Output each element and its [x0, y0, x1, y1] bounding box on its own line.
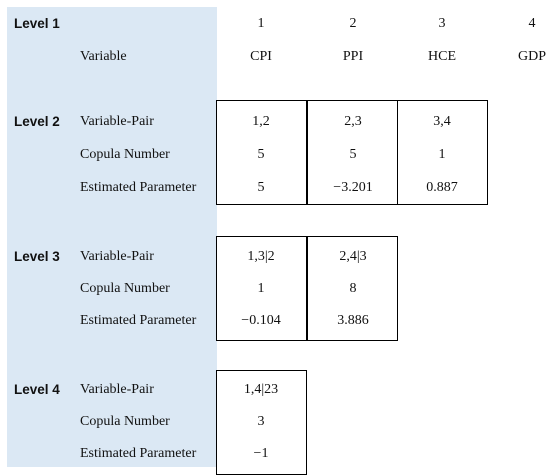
- variable-row-label: Variable: [80, 49, 127, 64]
- level-4-variable-pair-1: 1,4|23: [243, 382, 279, 397]
- level-2-copula-number-1: 5: [257, 147, 265, 162]
- level-2-label: Level 2: [14, 114, 60, 129]
- level-3-row-label-estimated-parameter: Estimated Parameter: [80, 313, 197, 328]
- level-3-copula-number-2: 8: [349, 281, 357, 296]
- variable-cpi: CPI: [250, 49, 272, 64]
- level-3-label: Level 3: [14, 249, 60, 264]
- level-1-index-2: 2: [349, 16, 357, 31]
- level-2-variable-pair-3: 3,4: [433, 114, 451, 129]
- level-2-copula-number-3: 1: [438, 147, 446, 162]
- level-3-copula-number-1: 1: [257, 281, 265, 296]
- level-1-index-3: 3: [438, 16, 446, 31]
- level-2-row-label-copula-number: Copula Number: [80, 147, 170, 162]
- level-2-estimated-parameter-1: 5: [257, 180, 265, 195]
- level-1-index-4: 4: [528, 16, 536, 31]
- level-3-row-label-copula-number: Copula Number: [80, 281, 170, 296]
- level-2-variable-pair-1: 1,2: [252, 114, 270, 129]
- level-2-estimated-parameter-3: 0.887: [426, 180, 458, 195]
- label-column-shading: [7, 7, 217, 467]
- level-1-index-1: 1: [257, 16, 265, 31]
- variable-ppi: PPI: [342, 49, 364, 64]
- level-4-copula-number-1: 3: [257, 414, 265, 429]
- level-4-row-label-copula-number: Copula Number: [80, 414, 170, 429]
- level-1-label: Level 1: [14, 16, 60, 31]
- level-4-row-label-estimated-parameter: Estimated Parameter: [80, 446, 197, 461]
- level-3-estimated-parameter-1: −0.104: [241, 313, 281, 328]
- level-3-estimated-parameter-2: 3.886: [337, 313, 369, 328]
- level-2-copula-number-2: 5: [349, 147, 357, 162]
- level-3-row-label-variable-pair: Variable-Pair: [80, 249, 154, 264]
- variable-gdp: GDP: [517, 49, 547, 64]
- level-2-variable-pair-2: 2,3: [344, 114, 362, 129]
- level-2-row-label-estimated-parameter: Estimated Parameter: [80, 180, 197, 195]
- variable-hce: HCE: [428, 49, 456, 64]
- level-2-estimated-parameter-2: −3.201: [333, 180, 373, 195]
- level-4-row-label-variable-pair: Variable-Pair: [80, 382, 154, 397]
- level-4-estimated-parameter-1: −1: [253, 446, 269, 461]
- level-4-label: Level 4: [14, 382, 60, 397]
- level-3-variable-pair-2: 2,4|3: [339, 249, 367, 264]
- level-2-row-label-variable-pair: Variable-Pair: [80, 114, 154, 129]
- level-3-variable-pair-1: 1,3|2: [247, 249, 275, 264]
